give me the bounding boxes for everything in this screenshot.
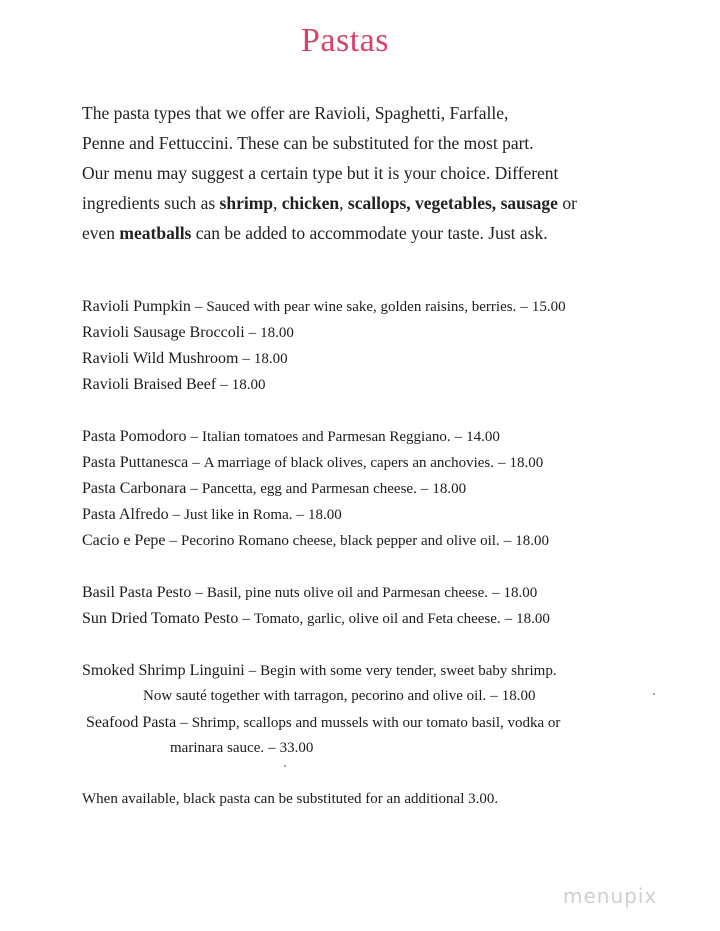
menu-item: Pasta Puttanesca – A marriage of black olives, capers an anchovies. – 18.00 [82, 454, 544, 471]
menu-item-continuation: marinara sauce. – 33.00 [170, 740, 314, 756]
item-price: 33.00 [279, 740, 314, 756]
menu-item: Sun Dried Tomato Pesto – Tomato, garlic, olive oil and Feta cheese. – 18.00 [82, 610, 550, 627]
item-price: 18.00 [308, 507, 342, 523]
menu-item: Smoked Shrimp Linguini – Begin with some very tender, sweet baby shrimp. [82, 662, 557, 679]
item-desc: Basil, pine nuts olive oil and Parmesan cheese. [206, 585, 489, 601]
speck [653, 693, 655, 695]
intro-line: ingredients such as shrimp, chicken, scallops, vegetables, sausage or [82, 193, 577, 213]
menu-item: Cacio e Pepe – Pecorino Romano cheese, black pepper and olive oil. – 18.00 [82, 532, 549, 549]
item-price: 18.00 [515, 533, 549, 549]
intro-paragraph [82, 98, 682, 248]
item-price: 18.00 [509, 455, 544, 471]
item-name: Ravioli Sausage Broccoli [82, 324, 245, 341]
item-desc: Pecorino Romano cheese, black pepper and olive oil. [181, 533, 500, 549]
item-desc: Italian tomatoes and Parmesan Reggiano. [201, 429, 451, 445]
menu-item: Pasta Alfredo – Just like in Roma. – 18.00 [82, 506, 342, 523]
item-price: 18.00 [516, 611, 550, 627]
ingredient-sausage: sausage [500, 193, 558, 213]
watermark-logo: menupix [563, 884, 658, 908]
item-desc: Shrimp, scallops and mussels with our tomato basil, vodka or [191, 715, 561, 731]
speck [284, 765, 286, 767]
item-price: 14.00 [466, 429, 500, 445]
menu-item: Ravioli Pumpkin – Sauced with pear wine sake, golden raisins, berries. – 15.00 [82, 298, 566, 315]
item-desc: Sauced with pear wine sake, golden raisins, berries. [206, 299, 517, 315]
item-desc: Now sauté together with tarragon, pecorino and olive oil. [143, 688, 487, 704]
item-price: 18.00 [260, 325, 294, 341]
item-name: Pasta Carbonara [82, 480, 187, 497]
item-name: Ravioli Braised Beef [82, 376, 217, 393]
item-price: 18.00 [231, 377, 266, 393]
item-price: 18.00 [432, 481, 467, 497]
item-desc: Just like in Roma. [184, 507, 293, 523]
item-price: 18.00 [253, 351, 288, 367]
menu-item: Basil Pasta Pesto – Basil, pine nuts olive oil and Parmesan cheese. – 18.00 [82, 584, 538, 601]
item-name: Pasta Alfredo [82, 506, 169, 523]
item-price: 18.00 [503, 585, 538, 601]
item-name: Pasta Puttanesca [82, 454, 189, 471]
ingredient-shrimp: shrimp [219, 193, 274, 213]
item-name: Basil Pasta Pesto [82, 584, 192, 601]
item-price: 18.00 [501, 688, 536, 704]
intro-line: even meatballs can be added to accommodate your taste. Just ask. [82, 223, 548, 243]
ingredient-meatballs: meatballs [119, 223, 192, 243]
ingredient-chicken: chicken [281, 193, 340, 213]
intro-line: The pasta types that we offer are Ravioli, Spaghetti, Farfalle, [82, 103, 509, 123]
menu-item: Pasta Carbonara – Pancetta, egg and Parmesan cheese. – 18.00 [82, 480, 467, 497]
intro-line: Penne and Fettuccini. These can be substituted for the most part. [82, 133, 534, 153]
ingredient-vegetables: vegetables, [415, 193, 497, 213]
menu-item-continuation: Now sauté together with tarragon, pecorino and olive oil. – 18.00 [143, 688, 536, 704]
item-name: Ravioli Pumpkin [82, 298, 191, 315]
item-name: Seafood Pasta [86, 714, 177, 731]
menu-item: Ravioli Wild Mushroom – 18.00 [82, 350, 288, 367]
ingredient-scallops: scallops, [347, 193, 411, 213]
page-title: Pastas [301, 22, 389, 59]
item-desc: Tomato, garlic, olive oil and Feta cheese. [253, 611, 501, 627]
item-name: Sun Dried Tomato Pesto [82, 610, 239, 627]
menu-item: Ravioli Sausage Broccoli – 18.00 [82, 324, 294, 341]
item-desc: marinara sauce. [170, 740, 265, 756]
menu-item: Pasta Pomodoro – Italian tomatoes and Parmesan Reggiano. – 14.00 [82, 428, 500, 445]
item-price: 15.00 [531, 299, 566, 315]
menu-item: Ravioli Braised Beef – 18.00 [82, 376, 266, 393]
item-desc: Begin with some very tender, sweet baby shrimp. [260, 663, 557, 679]
item-desc: A marriage of black olives, capers an anchovies. [203, 455, 495, 471]
item-name: Cacio e Pepe [82, 532, 166, 549]
item-desc: Pancetta, egg and Parmesan cheese. [201, 481, 417, 497]
menu-item: Seafood Pasta – Shrimp, scallops and mussels with our tomato basil, vodka or [86, 714, 561, 731]
item-name: Smoked Shrimp Linguini [82, 662, 245, 679]
intro-line: Our menu may suggest a certain type but it is your choice. Different [82, 163, 559, 183]
item-name: Ravioli Wild Mushroom [82, 350, 239, 367]
footer-note: When available, black pasta can be substituted for an additional 3.00. [82, 791, 499, 807]
item-name: Pasta Pomodoro [82, 428, 187, 445]
